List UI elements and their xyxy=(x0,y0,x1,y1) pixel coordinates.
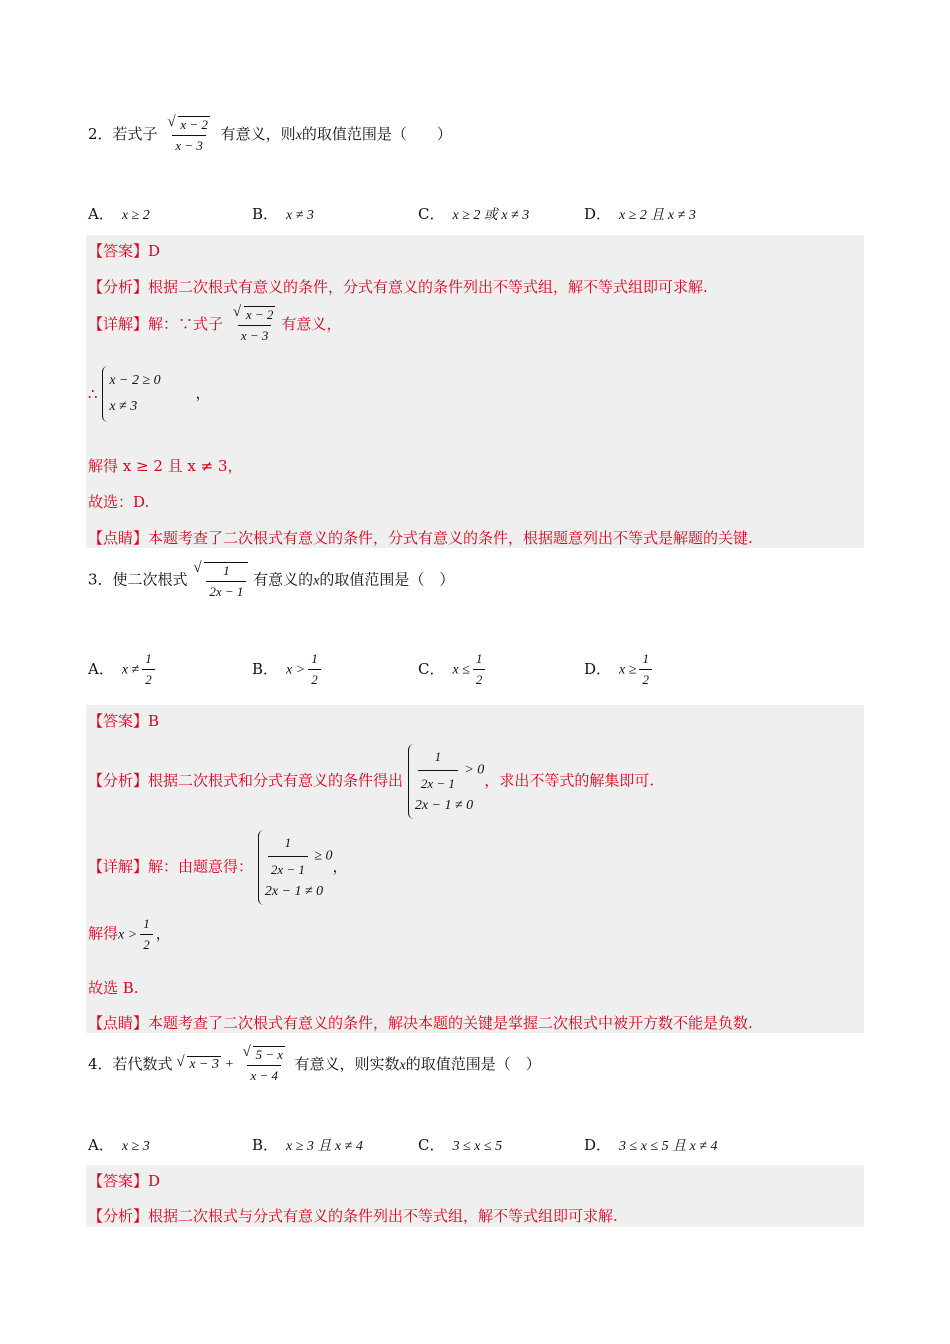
question-2-stem: 2．若式子 √ $\frac{x - 2}{x - 3}$ 有意义，则x的取值范围是（ ） xyxy=(88,116,452,154)
answer-line: 【答案】D xyxy=(88,1172,161,1190)
option-a[interactable]: A． x ≠ $\frac{1}{2}$ xyxy=(88,651,158,688)
question-4-stem: 4．若代数式 √ x − 3 + √ $\frac{5 - x}{x - 4}$ 有意义，则实数x的取值范围是（ ） xyxy=(88,1046,541,1084)
comment-line: 【点睛】本题考查了二次根式有意义的条件，解决本题的关键是掌握二次根式中被开方数不能是负数. xyxy=(88,1014,753,1032)
analysis-line: 【分析】根据二次根式与分式有意义的条件列出不等式组，解不等式组即可求解. xyxy=(88,1207,618,1225)
answer-line: 【答案】B xyxy=(88,712,160,730)
option-d[interactable]: D． x ≥ $\frac{1}{2}$ xyxy=(584,651,655,688)
analysis-line: 【分析】根据二次根式和分式有意义的条件得出 $\frac{1}{2x - 1}$ > 0 2x − 1 ≠ 0，求出不等式的解集即可. xyxy=(88,744,654,819)
option-b[interactable]: B． x ≠ 3 xyxy=(252,205,314,223)
brace-system: $\frac{1}{2x - 1}$ ≥ 0 2x − 1 ≠ 0 xyxy=(258,830,333,905)
option-c[interactable]: C． 3 ≤ x ≤ 5 xyxy=(418,1136,503,1154)
option-a[interactable]: A． x ≥ 3 xyxy=(88,1136,150,1154)
choose-line: 故选 B. xyxy=(88,979,139,997)
analysis-line: 【分析】根据二次根式有意义的条件，分式有意义的条件列出不等式组，解不等式组即可求解. xyxy=(88,278,708,296)
radical-fraction: √ $\frac{x - 2}{x - 3}$ xyxy=(165,116,213,154)
brace-system: x − 2 ≥ 0 x ≠ 3 xyxy=(102,366,160,422)
option-d[interactable]: D． x ≥ 2 且 x ≠ 3 xyxy=(584,205,696,223)
question-number: 2． xyxy=(88,125,113,143)
choose-line: 故选：D. xyxy=(88,493,150,511)
solve-line: 解得 x ≥ 2 且 x ≠ 3， xyxy=(88,457,243,475)
answer-line: 【答案】D xyxy=(88,242,161,260)
question-3-stem: 3．使二次根式 √ $\frac{1}{2x - 1}$ 有意义的x的取值范围是（ ） xyxy=(88,562,454,600)
option-b[interactable]: B． x ≥ 3 且 x ≠ 4 xyxy=(252,1136,363,1154)
inequality-system: ∴ x − 2 ≥ 0 x ≠ 3 ， xyxy=(88,366,210,422)
option-d[interactable]: D． 3 ≤ x ≤ 5 且 x ≠ 4 xyxy=(584,1136,718,1154)
radical-expression: √ x − 3 + √ $\frac{5 - x}{x - 4}$ xyxy=(177,1057,294,1072)
detail-line: 【详解】解：∵式子 √ $\frac{x - 2}{x - 3}$ 有意义， xyxy=(88,306,341,344)
radical: √ $\frac{1}{2x - 1}$ xyxy=(204,562,248,600)
option-c[interactable]: C． x ≥ 2 或 x ≠ 3 xyxy=(418,205,530,223)
detail-line: 【详解】解：由题意得： $\frac{1}{2x - 1}$ ≥ 0 2x − 1 ≠ 0， xyxy=(88,830,348,905)
option-b[interactable]: B． x > $\frac{1}{2}$ xyxy=(252,651,324,688)
solve-line: 解得x > $\frac{1}{2}$ ， xyxy=(88,916,171,952)
comment-line: 【点睛】本题考查了二次根式有意义的条件，分式有意义的条件，根据题意列出不等式是解题的关键. xyxy=(88,529,753,547)
brace-system: $\frac{1}{2x - 1}$ > 0 2x − 1 ≠ 0 xyxy=(408,744,485,819)
option-c[interactable]: C． x ≤ $\frac{1}{2}$ xyxy=(418,651,488,688)
option-a[interactable]: A． x ≥ 2 xyxy=(88,205,150,223)
